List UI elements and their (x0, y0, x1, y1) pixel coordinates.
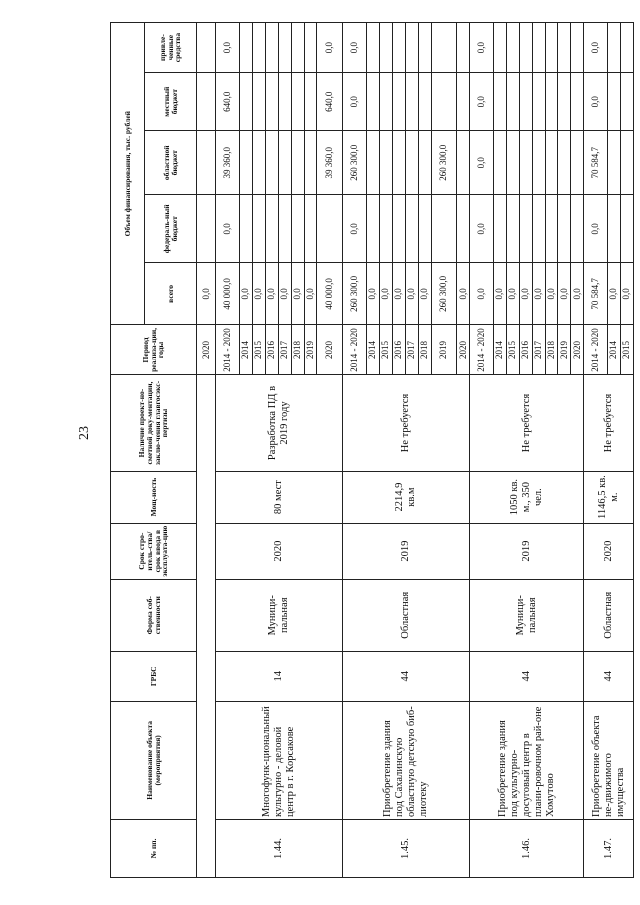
federal-value (265, 195, 278, 263)
local-value (620, 73, 633, 131)
local-value (571, 73, 584, 131)
period-year: 2015 (252, 325, 265, 375)
period-year: 2019 (431, 325, 457, 375)
period-year: 2020 (197, 325, 216, 375)
regional-value (240, 131, 253, 195)
regional-value (607, 131, 620, 195)
header-funding-group: Объем финансирования, тыс. рублей (111, 23, 145, 325)
local-value (405, 73, 418, 131)
table-body (197, 23, 634, 878)
other-value (392, 23, 405, 73)
header-term: Срок стро-итель-ства/срок ввода в эксплуата-цию (111, 523, 197, 579)
total-value: 0,0 (252, 263, 265, 325)
local-value (457, 73, 470, 131)
design-docs: Не требуется (584, 375, 634, 471)
local-value: 640,0 (317, 73, 343, 131)
other-value: 0,0 (470, 23, 494, 73)
page-number: 23 (77, 426, 92, 440)
other-value (379, 23, 392, 73)
row-number: 1.46. (470, 819, 584, 877)
construction-term: 2020 (216, 523, 343, 579)
header-power: Мощ-ность (111, 471, 197, 523)
local-value: 0,0 (470, 73, 494, 131)
other-value: 0,0 (343, 23, 367, 73)
row-number: 1.45. (343, 819, 470, 877)
federal-value (457, 195, 470, 263)
total-value: 0,0 (392, 263, 405, 325)
federal-value (571, 195, 584, 263)
other-value (620, 23, 633, 73)
other-value (571, 23, 584, 73)
period-range: 2014 - 2020 (216, 325, 240, 375)
object-row (216, 23, 240, 878)
total-value: 0,0 (291, 263, 304, 325)
regional-value (457, 131, 470, 195)
regional-value (506, 131, 519, 195)
ownership-form: Муници-пальная (216, 579, 343, 651)
row-number: 1.47. (584, 819, 634, 877)
period-year: 2014 (240, 325, 253, 375)
regional-value (493, 131, 506, 195)
period-year: 2020 (457, 325, 470, 375)
local-value (366, 73, 379, 131)
total-value: 0,0 (265, 263, 278, 325)
other-value (304, 23, 317, 73)
other-value (558, 23, 571, 73)
period-year: 2017 (532, 325, 545, 375)
other-value (532, 23, 545, 73)
regional-value: 260 300,0 (343, 131, 367, 195)
header-local: местный бюджет (145, 73, 197, 131)
regional-value (571, 131, 584, 195)
total-value: 40 000,0 (317, 263, 343, 325)
header-total: всего (145, 263, 197, 325)
period-year: 2017 (278, 325, 291, 375)
header-num: № пп. (111, 819, 197, 877)
capacity: 2214,9 кв.м (343, 471, 470, 523)
federal-value (240, 195, 253, 263)
ownership-form: Муници-пальная (470, 579, 584, 651)
total-value: 260 300,0 (431, 263, 457, 325)
capacity: 1050 кв. м., 350 чел. (470, 471, 584, 523)
regional-value (304, 131, 317, 195)
local-value (304, 73, 317, 131)
design-docs: Не требуется (343, 375, 470, 471)
local-value (519, 73, 532, 131)
regional-value: 0,0 (470, 131, 494, 195)
federal-value (392, 195, 405, 263)
empty-cell (197, 131, 216, 195)
period-year: 2019 (558, 325, 571, 375)
header-name: Наименование объекта (мероприятия) (111, 701, 197, 819)
regional-value (379, 131, 392, 195)
carryover-row (197, 23, 216, 878)
object-name: Приобретение здания под культурно-досуговый центр в плани-ровочном рай-оне Хомутово (470, 701, 584, 819)
other-value (278, 23, 291, 73)
federal-value (405, 195, 418, 263)
period-year: 2017 (405, 325, 418, 375)
grbs-code: 44 (343, 651, 470, 701)
total-value: 0,0 (532, 263, 545, 325)
period-year: 2018 (418, 325, 431, 375)
total-value: 0,0 (470, 263, 494, 325)
total-value: 0,0 (418, 263, 431, 325)
regional-value (291, 131, 304, 195)
local-value: 0,0 (343, 73, 367, 131)
period-year: 2020 (317, 325, 343, 375)
other-value (493, 23, 506, 73)
period-range: 2014 - 2020 (343, 325, 367, 375)
local-value: 640,0 (216, 73, 240, 131)
federal-value (558, 195, 571, 263)
federal-value (431, 195, 457, 263)
federal-value: 0,0 (584, 195, 608, 263)
object-name: Приобретение объекта не-движимого имущества (584, 701, 634, 819)
federal-value (366, 195, 379, 263)
local-value (392, 73, 405, 131)
period-year: 2016 (392, 325, 405, 375)
local-value (558, 73, 571, 131)
federal-value (519, 195, 532, 263)
total-value: 0,0 (197, 263, 216, 325)
total-value: 0,0 (506, 263, 519, 325)
federal-value (493, 195, 506, 263)
local-value (240, 73, 253, 131)
regional-value (532, 131, 545, 195)
regional-value (366, 131, 379, 195)
object-row (470, 23, 494, 878)
object-row (584, 23, 608, 878)
federal-value (607, 195, 620, 263)
local-value (379, 73, 392, 131)
header-regional: областной бюджет (145, 131, 197, 195)
total-value: 0,0 (571, 263, 584, 325)
header-grbs: ГРБС (111, 651, 197, 701)
period-year: 2018 (545, 325, 558, 375)
other-value (607, 23, 620, 73)
regional-value: 39 360,0 (317, 131, 343, 195)
regional-value (265, 131, 278, 195)
other-value (457, 23, 470, 73)
federal-value (291, 195, 304, 263)
federal-value (620, 195, 633, 263)
period-year: 2015 (379, 325, 392, 375)
other-value: 0,0 (317, 23, 343, 73)
header-other: привле-ченные средства (145, 23, 197, 73)
local-value (291, 73, 304, 131)
ownership-form: Областная (343, 579, 470, 651)
federal-value (252, 195, 265, 263)
federal-value: 0,0 (470, 195, 494, 263)
local-value (278, 73, 291, 131)
local-value (493, 73, 506, 131)
period-year: 2014 (607, 325, 620, 375)
header-docs: Наличие проект-но-сметной доку-ментации, заклю-чения главгосэкс-пертизы (111, 375, 197, 471)
period-year: 2018 (291, 325, 304, 375)
total-value: 0,0 (240, 263, 253, 325)
period-year: 2015 (506, 325, 519, 375)
total-value: 70 584,7 (584, 263, 608, 325)
design-docs: Не требуется (470, 375, 584, 471)
regional-value: 39 360,0 (216, 131, 240, 195)
total-value: 0,0 (278, 263, 291, 325)
federal-value (532, 195, 545, 263)
period-year: 2016 (519, 325, 532, 375)
object-row (343, 23, 367, 878)
period-range: 2014 - 2020 (470, 325, 494, 375)
other-value (405, 23, 418, 73)
other-value (265, 23, 278, 73)
federal-value: 0,0 (216, 195, 240, 263)
federal-value (506, 195, 519, 263)
construction-term: 2019 (470, 523, 584, 579)
regional-value (405, 131, 418, 195)
other-value (240, 23, 253, 73)
total-value: 0,0 (558, 263, 571, 325)
grbs-code: 14 (216, 651, 343, 701)
period-year: 2014 (493, 325, 506, 375)
table-header (111, 23, 197, 878)
empty-cell (197, 73, 216, 131)
empty-cell (197, 195, 216, 263)
federal-value (379, 195, 392, 263)
regional-value (545, 131, 558, 195)
ownership-form: Областная (584, 579, 634, 651)
object-name: Многофунк-циональный культурно - деловой центр в г. Корсакове (216, 701, 343, 819)
total-value: 260 300,0 (343, 263, 367, 325)
capacity: 1146,5 кв. м. (584, 471, 634, 523)
header-period: Период реализа-ции, годы (111, 325, 197, 375)
regional-value (519, 131, 532, 195)
total-value: 0,0 (519, 263, 532, 325)
local-value (431, 73, 457, 131)
total-value: 0,0 (304, 263, 317, 325)
object-name: Приобретение здания под Сахалинскую областную детскую биб-лиотеку (343, 701, 470, 819)
period-year: 2014 (366, 325, 379, 375)
local-value (265, 73, 278, 131)
empty-cell (197, 375, 216, 878)
rotated-table-wrapper (110, 22, 634, 878)
total-value: 0,0 (493, 263, 506, 325)
total-value: 0,0 (457, 263, 470, 325)
construction-term: 2020 (584, 523, 634, 579)
other-value (431, 23, 457, 73)
local-value (532, 73, 545, 131)
construction-term: 2019 (343, 523, 470, 579)
other-value (545, 23, 558, 73)
regional-value (252, 131, 265, 195)
header-federal: федераль-ный бюджет (145, 195, 197, 263)
total-value: 0,0 (545, 263, 558, 325)
local-value: 0,0 (584, 73, 608, 131)
federal-value (545, 195, 558, 263)
regional-value (558, 131, 571, 195)
capacity: 80 мест (216, 471, 343, 523)
row-number: 1.44. (216, 819, 343, 877)
header-form: Форма соб-ственности (111, 579, 197, 651)
other-value (519, 23, 532, 73)
total-value: 0,0 (366, 263, 379, 325)
local-value (545, 73, 558, 131)
total-value: 0,0 (405, 263, 418, 325)
period-year: 2019 (304, 325, 317, 375)
period-year: 2015 (620, 325, 633, 375)
other-value: 0,0 (216, 23, 240, 73)
empty-cell (197, 23, 216, 73)
total-value: 40 000,0 (216, 263, 240, 325)
other-value (252, 23, 265, 73)
regional-value (418, 131, 431, 195)
grbs-code: 44 (584, 651, 634, 701)
other-value (291, 23, 304, 73)
period-year: 2016 (265, 325, 278, 375)
local-value (607, 73, 620, 131)
regional-value: 70 584,7 (584, 131, 608, 195)
period-range: 2014 - 2020 (584, 325, 608, 375)
federal-value (418, 195, 431, 263)
total-value: 0,0 (607, 263, 620, 325)
regional-value (620, 131, 633, 195)
investment-table (110, 22, 634, 878)
other-value (366, 23, 379, 73)
regional-value: 260 300,0 (431, 131, 457, 195)
regional-value (278, 131, 291, 195)
local-value (506, 73, 519, 131)
total-value: 0,0 (379, 263, 392, 325)
federal-value (304, 195, 317, 263)
design-docs: Разработка ПД в 2019 году (216, 375, 343, 471)
local-value (252, 73, 265, 131)
federal-value (317, 195, 343, 263)
federal-value (278, 195, 291, 263)
local-value (418, 73, 431, 131)
other-value (418, 23, 431, 73)
total-value: 0,0 (620, 263, 633, 325)
other-value (506, 23, 519, 73)
federal-value: 0,0 (343, 195, 367, 263)
regional-value (392, 131, 405, 195)
grbs-code: 44 (470, 651, 584, 701)
other-value: 0,0 (584, 23, 608, 73)
period-year: 2020 (571, 325, 584, 375)
